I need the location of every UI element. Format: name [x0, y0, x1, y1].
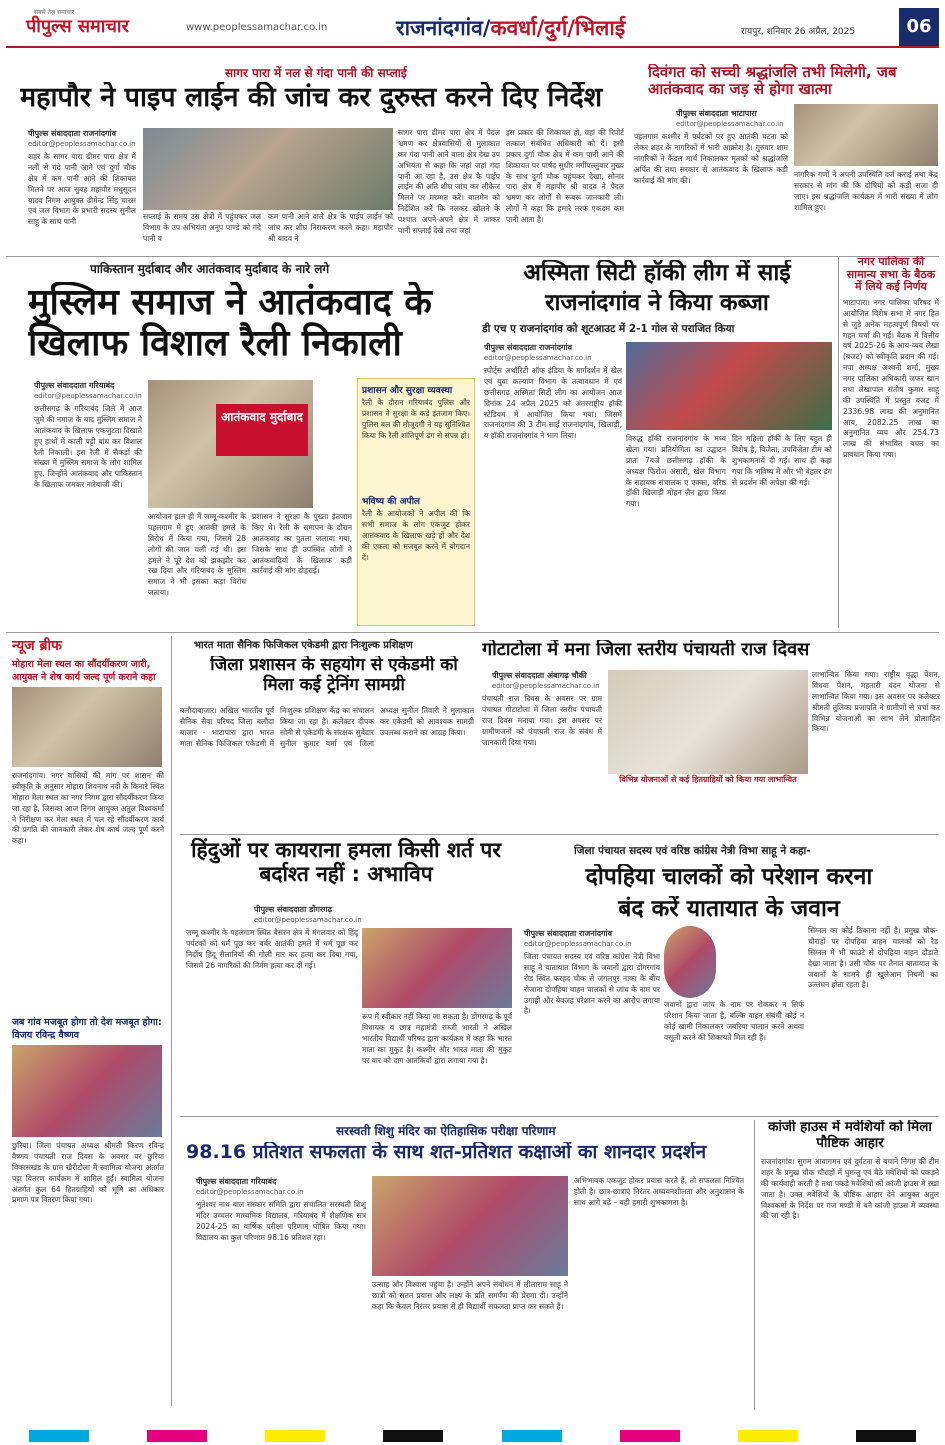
story8-headline: हिंदुओं पर कायराना हमला किसी शर्त पर बर्दाश्त नहीं : अभाविप — [191, 838, 501, 887]
story4-headline-line2: राजनांदगांव ने किया कब्जा — [545, 290, 769, 316]
story7-body-col1: पंचायती राज दिवस के अवसर पर ग्राम पंचायत गोटाटोला में जिला स्तरीय पंचायती राज दिवस मनाया गया। इस अवसर पर ग्रामीणजनों को पंचायती राज के संबंध में जानकारी दिया गया। — [482, 694, 602, 747]
story2-photo — [794, 104, 938, 166]
story1-body-col1: शहर के सागर पारा ढीमर पारा क्षेत्र में नलों से गंदे पानी आने एवं दुर्गा चौक क्षेत्र में कम पानी आने की शिकायत मिलने पर आज सुबह महापौर मधुसूदन यादव निगम आयुक्त ढीमेन्द्र सिंह चारस एवं जल विभाग के प्रभारी सदस्य सुनील साहू के साथ पानी — [28, 152, 136, 227]
story11-body: राजनांदगांव। सुगम आवागमन एवं दुर्घटना से बचाने निगम की टीम शहर के प्रमुख चौक चौराहों में घुमन्तु एवं बैठे मवेशियों को पकड़ने की कार्यवाही करती है तथा पकड़े मवेशियों को कांजी हाउस में रखा जाता है। उक्त मवेशियों के पौष्टिक आहार देने आयुक्त अतुल विश्वकर्मा के निर्देश पर गंज मण्डी में बने कांजी हाउस में व्यवस्था की जा रही है। — [761, 1157, 939, 1221]
story3-byline: पीपुल्स संवाददाता गरियाबंद — [34, 381, 115, 390]
story10-photo — [372, 1176, 568, 1276]
news-brief-column — [12, 636, 172, 1406]
story3-body-col1: छत्तीसगढ़ के गरियाबंद जिले में आज जुमे की नमाज के बाद मुस्लिम समाज ने आतंकवाद के खिलाफ एकजुटता दिखाते हुए हाथों में काली पट्टी बांध कर विशाल रैली निकाली। इस रैली में सैकड़ों की संख्या में मुस्लिम समाज के लोग शामिल हुए, जिन्होंने आतंकवाद और पाकिस्तान के खिलाफ जमकर नारेबाजी की। — [34, 404, 142, 490]
sidebar-title-appeal: भविष्य की अपील — [362, 497, 421, 507]
story1-body-col5: इस प्रकार की शिकायत हो, वहां की रिपोर्ट तत्काल संबंधित अधिकारी को दें। इसी प्रकार दुर्गा चौक क्षेत्र में कम पानी आने की शिकायत पर पार्षद सुधीर मगींपल्लुवार मुख्य के साथ दुर्गा चौक पहुंचकर देखा, सोनार पारा क्षेत्र में महापौर श्री यादव ने पैदल भ्रमण कर लोगों से रूबरू जानकारी ली। लोगों ने कहा कि हमारे तरफ एकदम कम पानी आता है। — [506, 128, 624, 224]
print-color-bar — [0, 1430, 945, 1442]
sidebar-text-appeal: रैली के आयोजकों ने अपील की कि सभी समाज के लोग एकजुट होकर आतंकवाद के खिलाफ खड़े हों और देश की एकता को मजबूत करने में योगदान दें। — [362, 509, 470, 562]
story10-body-col2: उत्साह और विश्वास पहुंचा है। उन्होंने अपने संबोधन में लीलाराम साहू ने छात्रों को सतत प्रयास और लक्ष्य के प्रति समर्पण की प्रेरणा दी। उन्होंने कहा कि केवल निरंतर प्रयास से ही विद्यार्थी सफलता प्राप्त कर सकते हैं। — [372, 1280, 568, 1311]
story3-sidebar — [357, 378, 475, 626]
story9-kicker: जिला पंचायत सदस्य एवं वरिष्ठ कांग्रेस नेत्री विभा साहू ने कहा- — [574, 845, 811, 857]
logo-tagline: सबसे तेज़ समाचार — [34, 9, 75, 16]
story1-headline: महापौर ने पाइप लाईन की जांच कर दुरुस्त करने दिए निर्देश — [20, 82, 603, 113]
story4-email[interactable]: editor@peoplessamachar.co.in — [484, 354, 592, 362]
story7-byline: पीपुल्स संवाददाता अंबागढ़ चौकी — [492, 671, 587, 680]
story3-kicker: पाकिस्तान मुर्दाबाद और आतंकवाद मुर्दाबाद के नारे लगे — [90, 262, 330, 276]
story1-kicker: सागर पारा में नल से गंदा पानी की सप्लाई — [225, 66, 407, 80]
story2-byline: पीपुल्स संवाददाता भाटापारा — [676, 109, 757, 118]
color-swatch — [29, 1430, 89, 1442]
story8-email[interactable]: editor@peoplessamachar.co.in — [254, 916, 362, 924]
story9-email[interactable]: editor@peoplessamachar.co.in — [524, 940, 632, 948]
story8-body-col1: जम्मू कश्मीर के पहलगाम स्थित बैसरन क्षेत्र में मंगलवार को हिंदू पर्यटकों को धर्म पूछ कर बर्बर आतंकी हमले में धर्म पूछ कर निर्दोष हिंदू सैलानियों की गोली मार कर हत्या कर दिया गया, जिसमें 26 नागरिकों की निर्मम हत्या कर दी गई। — [186, 928, 358, 970]
story3-body-col2: आयोजन हाल ही में जम्मू-कश्मीर के पहलगाम में हुए आतंकी हमले के विरोध में किया गया, जिसमें 28 लोगों की जान चली गई थी। इस हमले ने पूरे देश को झकझोर कर रख दिया और गरियाबंद के मुस्लिम समाज ने भी इसका कड़ा विरोध जताया। — [148, 512, 246, 598]
brief1-photo — [12, 687, 162, 767]
story7-email[interactable]: editor@peoplessamachar.co.in — [492, 682, 600, 690]
edition-city-secondary: कवर्धा/दुर्ग/भिलाई — [490, 16, 626, 40]
story7-headline: गोटाटोला में मना जिला स्तरीय पंचायती राज दिवस — [482, 640, 810, 660]
story2-body-col1: पहलगाम कश्मीर में पर्यटकों पर हुए आतंकी घटना को लेकर शहर के नागरिकों में भारी आक्रोश है। गुरुवार शाम नागरिकों ने कैंडल मार्च निकालकर मृतकों को श्रद्धांजलि अर्पित की तथा सरकार से आतंकवाद के खिलाफ कड़ी कार्रवाई की मांग की। — [634, 132, 788, 185]
story6-body: बलौदाबाजार। अखिल भारतीय पूर्व सैनिक सेवा परिषद जिला बलौदा बाजार - भाटापारा द्वारा भारत माता सैनिक फिजिकल एकेडमी में निःशुल्क प्रशिक्षण केंद्र का संचालन किया जा रहा है। कलेक्टर दीपक सोनी से एकेडमी के संरक्षक सुबेदार सुनील कुमार वर्मा एवं जिला अध्यक्ष सुनील तिवारी ने मुलाकात कर एकेडमी को आवश्यक सामग्री उपलब्ध कराने का आग्रह किया। — [180, 706, 474, 748]
story5-body: भाटापारा। नगर पालिका परिषद में आयोजित विशेष सभा में नगर हित से जुड़े अनेक महत्वपूर्ण विषयों पर गहन चर्चा की गई। बैठक में वित्तीय वर्ष 2025-26 के आय-व्यय लेखा (बजट) को स्वीकृति प्रदान की गई। नपा अध्यक्ष अश्वनी शर्मा, मुख्य नगर पालिका अधिकारी जफर खान तथा लेखापाल संतोष कुमार साहू की उपस्थिति में प्रस्तुत बजट में 2336.98 लाख की अनुमानित आय, 2082.25 लाख का अनुमानित व्यय और 254.73 लाख की संभावित बचत का प्रावधान किया गया। — [843, 297, 939, 460]
color-swatch — [147, 1430, 207, 1442]
story7-body-col2: लाभान्वित किया गया। राष्ट्रीय वृद्धा पेंशन, विधवा पेंशन, महतारी वंदन योजना से लाभान्वित किया गया। इस अवसर पर कलेक्टर श्रीमती तुलिका प्रजापति ने ग्रामीणों से चर्चा कर विभिन्न योजनाओं का लाभ लेने प्रोत्साहित किया। — [812, 670, 940, 734]
color-swatch — [502, 1430, 562, 1442]
story10-headline: 98.16 प्रतिशत सफलता के साथ शत-प्रतिशत कक्षाओं का शानदार प्रदर्शन — [186, 1142, 707, 1163]
story2-email[interactable]: editor@peoplessamachar.co.in — [676, 120, 784, 128]
story10-kicker: सरस्वती शिशु मंदिर का ऐतिहासिक परीक्षा परिणाम — [336, 1124, 556, 1138]
story6-kicker: भारत माता सैनिक फिजिकल एकेडमी द्वारा निःशुल्क प्रशिक्षण — [194, 640, 413, 651]
story7-photo — [608, 670, 808, 776]
color-swatch — [265, 1430, 325, 1442]
brief2-headline: जब गांव मजबूत होगा तो देश मजबूत होगा: विजय रविन्द्र वैष्णव — [12, 1017, 162, 1041]
edition-cities — [396, 14, 625, 42]
story8-byline: पीपुल्स संवाददाता डोंगरगढ़ — [254, 905, 333, 914]
sidebar-title-security: प्रशासन और सुरक्षा व्यवस्था — [362, 386, 453, 396]
author-portrait — [664, 926, 716, 998]
color-swatch — [620, 1430, 680, 1442]
story9-body-col2: जवानों द्वारा जांच के नाम पर रोककर न सिर्फ परेशान किया जाता है, बल्कि वाहन संबंधी कोई न कोई खामी निकालकर जबरिया चालान करने अथवा वसूली करने की शिकायतें मिल रही हैं। — [664, 1000, 804, 1042]
page-number: 06 — [899, 8, 939, 46]
brief1-body: राजनांदगांव। नगर वासियों की मांग पर शासन की स्वीकृति के अनुसार मोहारा शिवनाथ नदी के किनारे स्थित मोहारा मेला स्थल का नगर निगम द्वारा सौंदर्यीकरण किया जा रहा है, जिसका आज निगम आयुक्त अतुल विश्वकर्मा ने निरीक्षण कर मेला स्थल में चल रहे सौंदर्यीकरण कार्य की प्रगति की जानकारी लेकर शेष कार्य जल्द पूर्ण करने कहा। — [12, 771, 164, 846]
story4-body-col1: स्पोर्ट्स अथॉरिटी ऑफ इंडिया के मार्गदर्शन में खेल एवं युवा कल्याण विभाग के तत्वावधान में एवं छत्तीसगढ़ अस्मिता सिटी लीग का आयोजन आज दिनांक 24 अप्रैल 2025 को अंतरराष्ट्रीय हॉकी स्टेडियम में आयोजित किया गया। जिसमें राजनांदगांव की 3 टीम साई राजनांदगांव, खिलाड़ी, य हॉकी राजनांदगांव ने भाग लिया। — [484, 366, 622, 441]
color-swatch — [856, 1430, 916, 1442]
story8-body-col2: रूप में स्वीकार नहीं किया जा सकता है। डोंगरगढ़ के पूर्व विधायक व छात्र महामंत्री राम्जी भारती ने अखिल भारतीय विद्यार्थी परिषद द्वारा कार्यक्रम में कहा कि भारत माता का मुकुट है। कश्मीर और भारत माता की मुकुट पर वार को दाग आतंकियों द्वारा लगाया गया है। — [362, 1012, 512, 1065]
story9-headline-line1: दोपहिया चालकों को परेशान करना — [585, 864, 873, 890]
masthead — [6, 8, 939, 48]
story9-body-col1: जिला पंचायत सदस्य एवं वरिष्ठ कांग्रेस नेत्री विभा साहू ने यातायात विभाग के जवानों द्वारा डोंगरगांव रोड स्थित फरहद चौक से जंगलपुर नाका के बीच रोजाना दोपहिया वाहन चालकों से जांच के नाम पर उगाही और बेवजह परेशान करने का आरोप लगाया है। — [524, 952, 660, 1016]
story4-headline-line1: अस्मिता सिटी हॉकी लीग में साई — [523, 260, 791, 286]
story1-email[interactable]: editor@peoplessamachar.co.in — [28, 140, 136, 148]
story10-body-col1: भुतेश्वर नाथ बाल संस्कार समिति द्वारा संचालित सरस्वती शिशु मंदिर उच्चतर माध्यमिक विद्यालय, गरियाबंद में शैक्षणिक सत्र 2024-25 का वार्षिक परीक्षा परिणाम घोषित किया गया। विद्यालय का कुल परिणाम 98.16 प्रतिशत रहा। — [196, 1200, 366, 1242]
story11-headline: कांजी हाउस में मवेशियों को मिला पौष्टिक आहार — [768, 1120, 932, 1151]
story8-photo — [362, 928, 512, 1008]
website-link[interactable]: www.peoplessamachar.co.in — [186, 22, 328, 33]
brief2-photo — [12, 1045, 162, 1137]
story10-email[interactable]: editor@peoplessamachar.co.in — [196, 1188, 304, 1196]
story2-body-col2: नागरिक गणों ने अपनी उपस्थिति दर्ज कराई तथा केंद्र सरकार से मांग की कि दोषियों को कड़ी सजा दी जाए। इस श्रद्धांजलि कार्यक्रम में भारी संख्या में लोग शामिल हुए। — [794, 170, 938, 212]
story2-headline: दिवंगत को सच्ची श्रद्धांजलि तभी मिलेगी, जब आतंकवाद का जड़ से होगा खात्मा — [648, 64, 897, 99]
story9-headline-line2: बंद करें यातायात के जवान — [618, 896, 840, 922]
sidebar-text-security: रैली के दौरान गरियाबंद पुलिस और प्रशासन ने सुरक्षा के कड़े इंतजाम किए। पुलिस बल की मौजूदगी ने यह सुनिश्चित किया कि रैली शांतिपूर्ण ढंग से संपन्न हो। — [362, 398, 470, 440]
story9-byline: पीपुल्स संवाददाता राजनांदगांव — [524, 929, 613, 938]
dateline: रायपुर, शनिवार 26 अप्रैल, 2025 — [741, 27, 856, 37]
story5 — [838, 256, 939, 628]
story1-body-col3: कम पानी आने वाले क्षेत्र के पाईप लाईन को जांच कर शीघ्र निराकरण करने कहा। महापौर श्री यादव ने — [268, 212, 393, 243]
story1-photo — [143, 128, 393, 210]
edition-city-primary: राजनांदगांव/ — [396, 16, 491, 40]
story7-photo-caption: विभिन्न योजनाओं से कई हितग्राहियों को किया गया लाभान्वित — [608, 774, 808, 785]
story3-email[interactable]: editor@peoplessamachar.co.in — [34, 392, 142, 400]
story4-body-col3: दिन महिला हॉकी के लिए बहुत ही विशेष है, विजेता, उपविजेता टीम को शुभकामनायें दी गई। साथ ही कहा गया कि भविष्य में और भी बेहतर ढंग से प्रदर्शन की अपेक्षा की गई। — [732, 434, 832, 487]
protest-banner: आतंकवाद मुर्दाबाद — [216, 404, 308, 456]
divider — [180, 1116, 939, 1117]
divider — [6, 632, 939, 633]
story4-photo — [626, 342, 832, 430]
brief1-headline: मोहारा मेला स्थल का सौंदर्यीकरण जारी, आयुक्त ने शेष कार्य जल्द पूर्ण कराने कहा — [12, 659, 156, 683]
story3-body-col3: प्रशासन ने सुरक्षा के पुख्ता इंतजाम किए थे। रैली के समापन के दौरान आतंकवाद का पुतला जलाया गया, जिसके साथ ही उपस्थित लोगों ने आतंकवादियों के खिलाफ कड़ी कार्रवाई की मांग दोहराई। — [252, 512, 352, 576]
story3-photo — [148, 380, 313, 508]
story4-body-col2: विरुद्ध हॉकी राजनांदगांव के मध्य खेला गया। प्रतियोगिता का उद्घाटन प्रातः 7बजे छत्तीसगढ़ हॉकी के अध्यक्ष फिरोज अंसारी, खेल विभाग के सहायक संचालक ए एक्का, वरिष्ठ हॉकी खिलाड़ी मोहन ज़ैन द्वारा किया गया। — [626, 434, 726, 509]
story4-subhead: डी एच ए राजनांदगांव को शूटआउट में 2-1 गोल से पराजित किया — [482, 323, 735, 335]
story1-body-col4: सागर पारा ढीमर पारा क्षेत्र में पैदल भ्रमण कर क्षेत्रवासियों से मुलाकात कर गंदा पानी आने वाला क्षेत्र देख उप अभियंता से कहा कि जहां जहां गंदा पानी आ रहा है, उस क्षेत्र के पाईप लाईन की अति शीघ्र जांच कर लीकेज मिलने पर मरम्मत करें। वालमेन को निर्देशित करें कि नलकर खोलने के पश्चात अपने-अपने क्षेत्र में जाकर पानी सप्लाई देखें तथा जहां — [398, 128, 500, 235]
color-swatch — [383, 1430, 443, 1442]
story10-byline: पीपुल्स संवाददाता गरियाबंद — [196, 1177, 277, 1186]
story9-body-col3: सिग्नल का कोई ठिकाना नहीं है। प्रमुख चौक-चौराहों पर दोपहिया वाहन चालकों को रेड सिग्नल में भी फाउंटे से दोपहिया वाहन दौड़ाते देखा जाता है। उसी चौक पर तैनात यातायात के जवानों के सामने ही खुलेआम नियमों का उल्लंघन होता रहता है। — [808, 926, 938, 990]
story5-headline: नगर पालिका की सामान्य सभा के बैठक में लिये कई निर्णय — [846, 256, 936, 294]
story1-body-col2: सप्लाई के समय उस क्षेत्रों में पहुंचकर जल विभाग के उप अभियंता अनूप पाण्डे को गंदे पानी व — [143, 212, 261, 243]
story6-headline: जिला प्रशासन के सहयोग से एकेडमी को मिला कई ट्रेनिंग सामग्री — [210, 656, 458, 695]
divider — [6, 256, 939, 257]
divider — [180, 834, 939, 835]
newspaper-logo: पीपुल्स समाचार — [26, 16, 129, 37]
news-brief-label: न्यूज ब्रीफ — [12, 638, 62, 654]
color-swatch — [738, 1430, 798, 1442]
story10-body-col3: अभिभावक एकजुट होकर प्रयास करते हैं, तो सफलता निश्चित होती है। छात्र-छात्राएं निरंतर अध्ययनशीलता और अनुशासन के साथ आगे बढ़ें – यही हमारी शुभकामना है। — [574, 1176, 744, 1207]
story11 — [754, 1120, 939, 1410]
brief2-body: छुरिया। जिला पंचायत अध्यक्ष श्रीमती किरण रविन्द्र वैष्णव पंचायती राज दिवस के अवसर पर छुरिया विकासखंड के ग्राम खैरीटोला में स्वामित्व योजना अंतर्गत पट्टा वितरण कार्यक्रम में शामिल हुईं। स्वामित्व योजना अंतर्गत कुल 64 हितग्राहियों को भूमि का अधिकार प्रमाण पत्र वितरण किया गया। — [12, 1141, 164, 1205]
story4-byline: पीपुल्स संवाददाता राजनांदगांव — [484, 343, 573, 352]
story1-byline: पीपुल्स संवाददाता राजनांदगांव — [28, 129, 117, 138]
story3-headline: मुस्लिम समाज ने आतंकवाद के खिलाफ विशाल रैली निकाली — [28, 282, 432, 365]
